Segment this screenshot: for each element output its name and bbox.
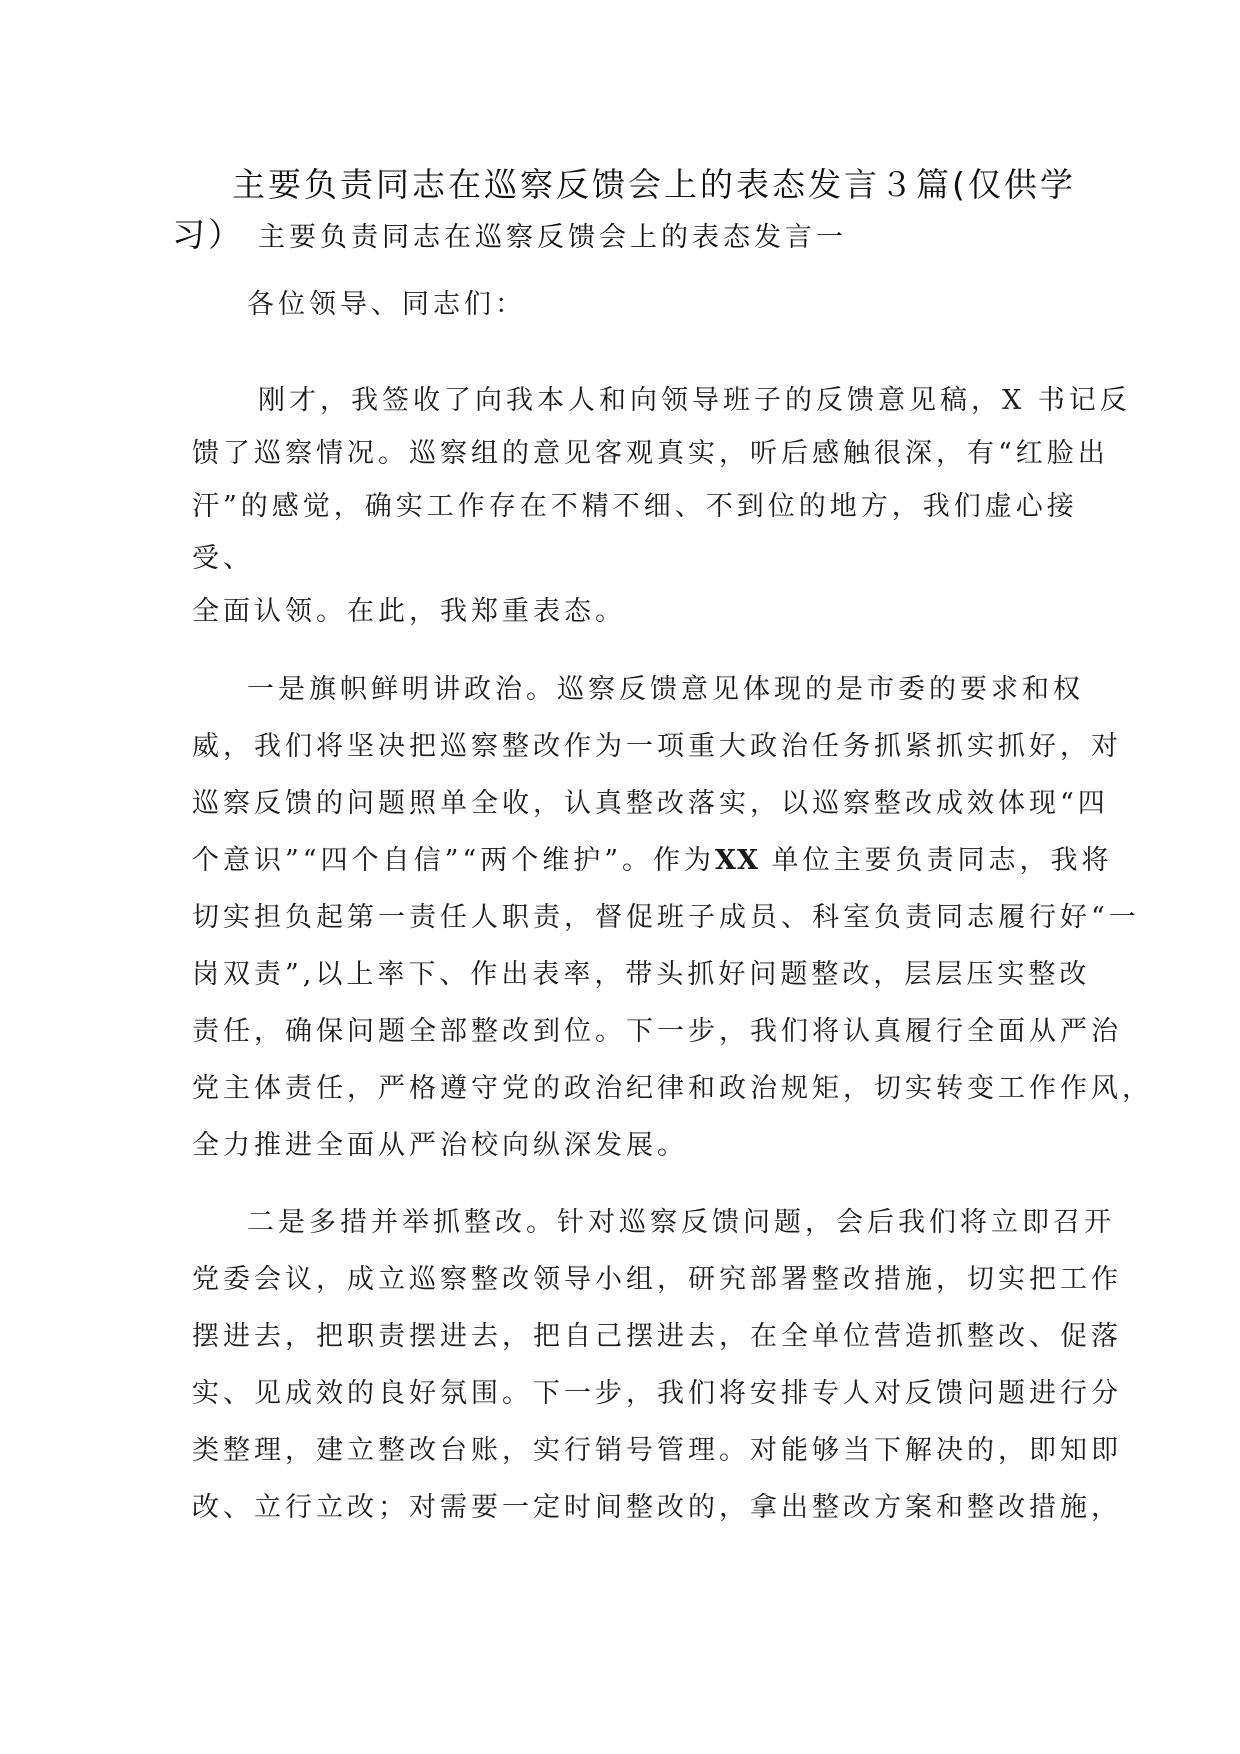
salutation: 各位领导、同志们： [247, 289, 526, 320]
paragraph-2-line-7: 责任，确保问题全部整改到位。下一步，我们将认真履行全面从严治 [192, 1016, 1122, 1047]
paragraph-2-line-8: 党主体责任，严格遵守党的政治纪律和政治规矩，切实转变工作作风， [192, 1073, 1153, 1104]
paragraph-2-line-5: 切实担负起第一责任人职责，督促班子成员、科室负责同志履行好“一 [192, 902, 1140, 933]
paragraph-2-line-4-end: 单位主要负责同志，我将 [758, 845, 1113, 876]
paragraph-3-line-4: 实、见成效的良好氛围。下一步，我们将安排专人对反馈问题进行分 [192, 1378, 1122, 1409]
paragraph-2-line-6: 岗双责”,以上率下、作出表率，带头抓好问题整改，层层压实整改 [192, 959, 1091, 990]
paragraph-3-line-3: 摆进去，把职责摆进去，把自己摆进去，在全单位营造抓整改、促落 [192, 1321, 1122, 1352]
paragraph-1-line-1: 刚才，我签收了向我本人和向领导班子的反馈意见稿，X 书记反 [258, 385, 1131, 416]
document-subtitle: 主要负责同志在巡察反馈会上的表态发言一 [258, 222, 847, 253]
paragraph-2-line-1: 一是旗帜鲜明讲政治。巡察反馈意见体现的是市委的要求和权 [247, 674, 1084, 705]
paragraph-1-line-4: 受、 [192, 543, 254, 574]
paragraph-3-line-5: 类整理，建立整改台账，实行销号管理。对能够当下解决的，即知即 [192, 1435, 1122, 1466]
paragraph-3-line-6: 改、立行立改；对需要一定时间整改的，拿出整改方案和整改措施， [192, 1492, 1122, 1523]
paragraph-3-line-1: 二是多措并举抓整改。针对巡察反馈问题，会后我们将立即召开 [247, 1207, 1115, 1238]
paragraph-1-line-5: 全面认领。在此，我郑重表态。 [192, 596, 626, 627]
paragraph-2-line-4-start: 个意识”“四个自信”“两个维护”。作为 [192, 845, 716, 876]
document-title-line-2 [172, 213, 847, 260]
document-title-continuation: 习） [172, 215, 244, 254]
paragraph-2-line-9: 全力推进全面从严治校向纵深发展。 [192, 1130, 688, 1161]
paragraph-2-line-3: 巡察反馈的问题照单全收，认真整改落实，以巡察整改成效体现“四 [192, 788, 1109, 819]
unit-placeholder: XX [715, 845, 759, 876]
paragraph-1-line-2: 馈了巡察情况。巡察组的意见客观真实，听后感触很深，有“红脸出 [192, 438, 1109, 469]
paragraph-3-line-2: 党委会议，成立巡察整改领导小组，研究部署整改措施，切实把工作 [192, 1264, 1122, 1295]
paragraph-2-line-4 [192, 843, 1113, 879]
paragraph-2-line-2: 威，我们将坚决把巡察整改作为一项重大政治任务抓紧抓实抓好，对 [192, 731, 1122, 762]
document-title-line-1: 主要负责同志在巡察反馈会上的表态发言３篇(仅供学 [232, 165, 1076, 204]
paragraph-1-line-3: 汗”的感觉，确实工作存在不精不细、不到位的地方，我们虚心接 [192, 491, 1078, 522]
